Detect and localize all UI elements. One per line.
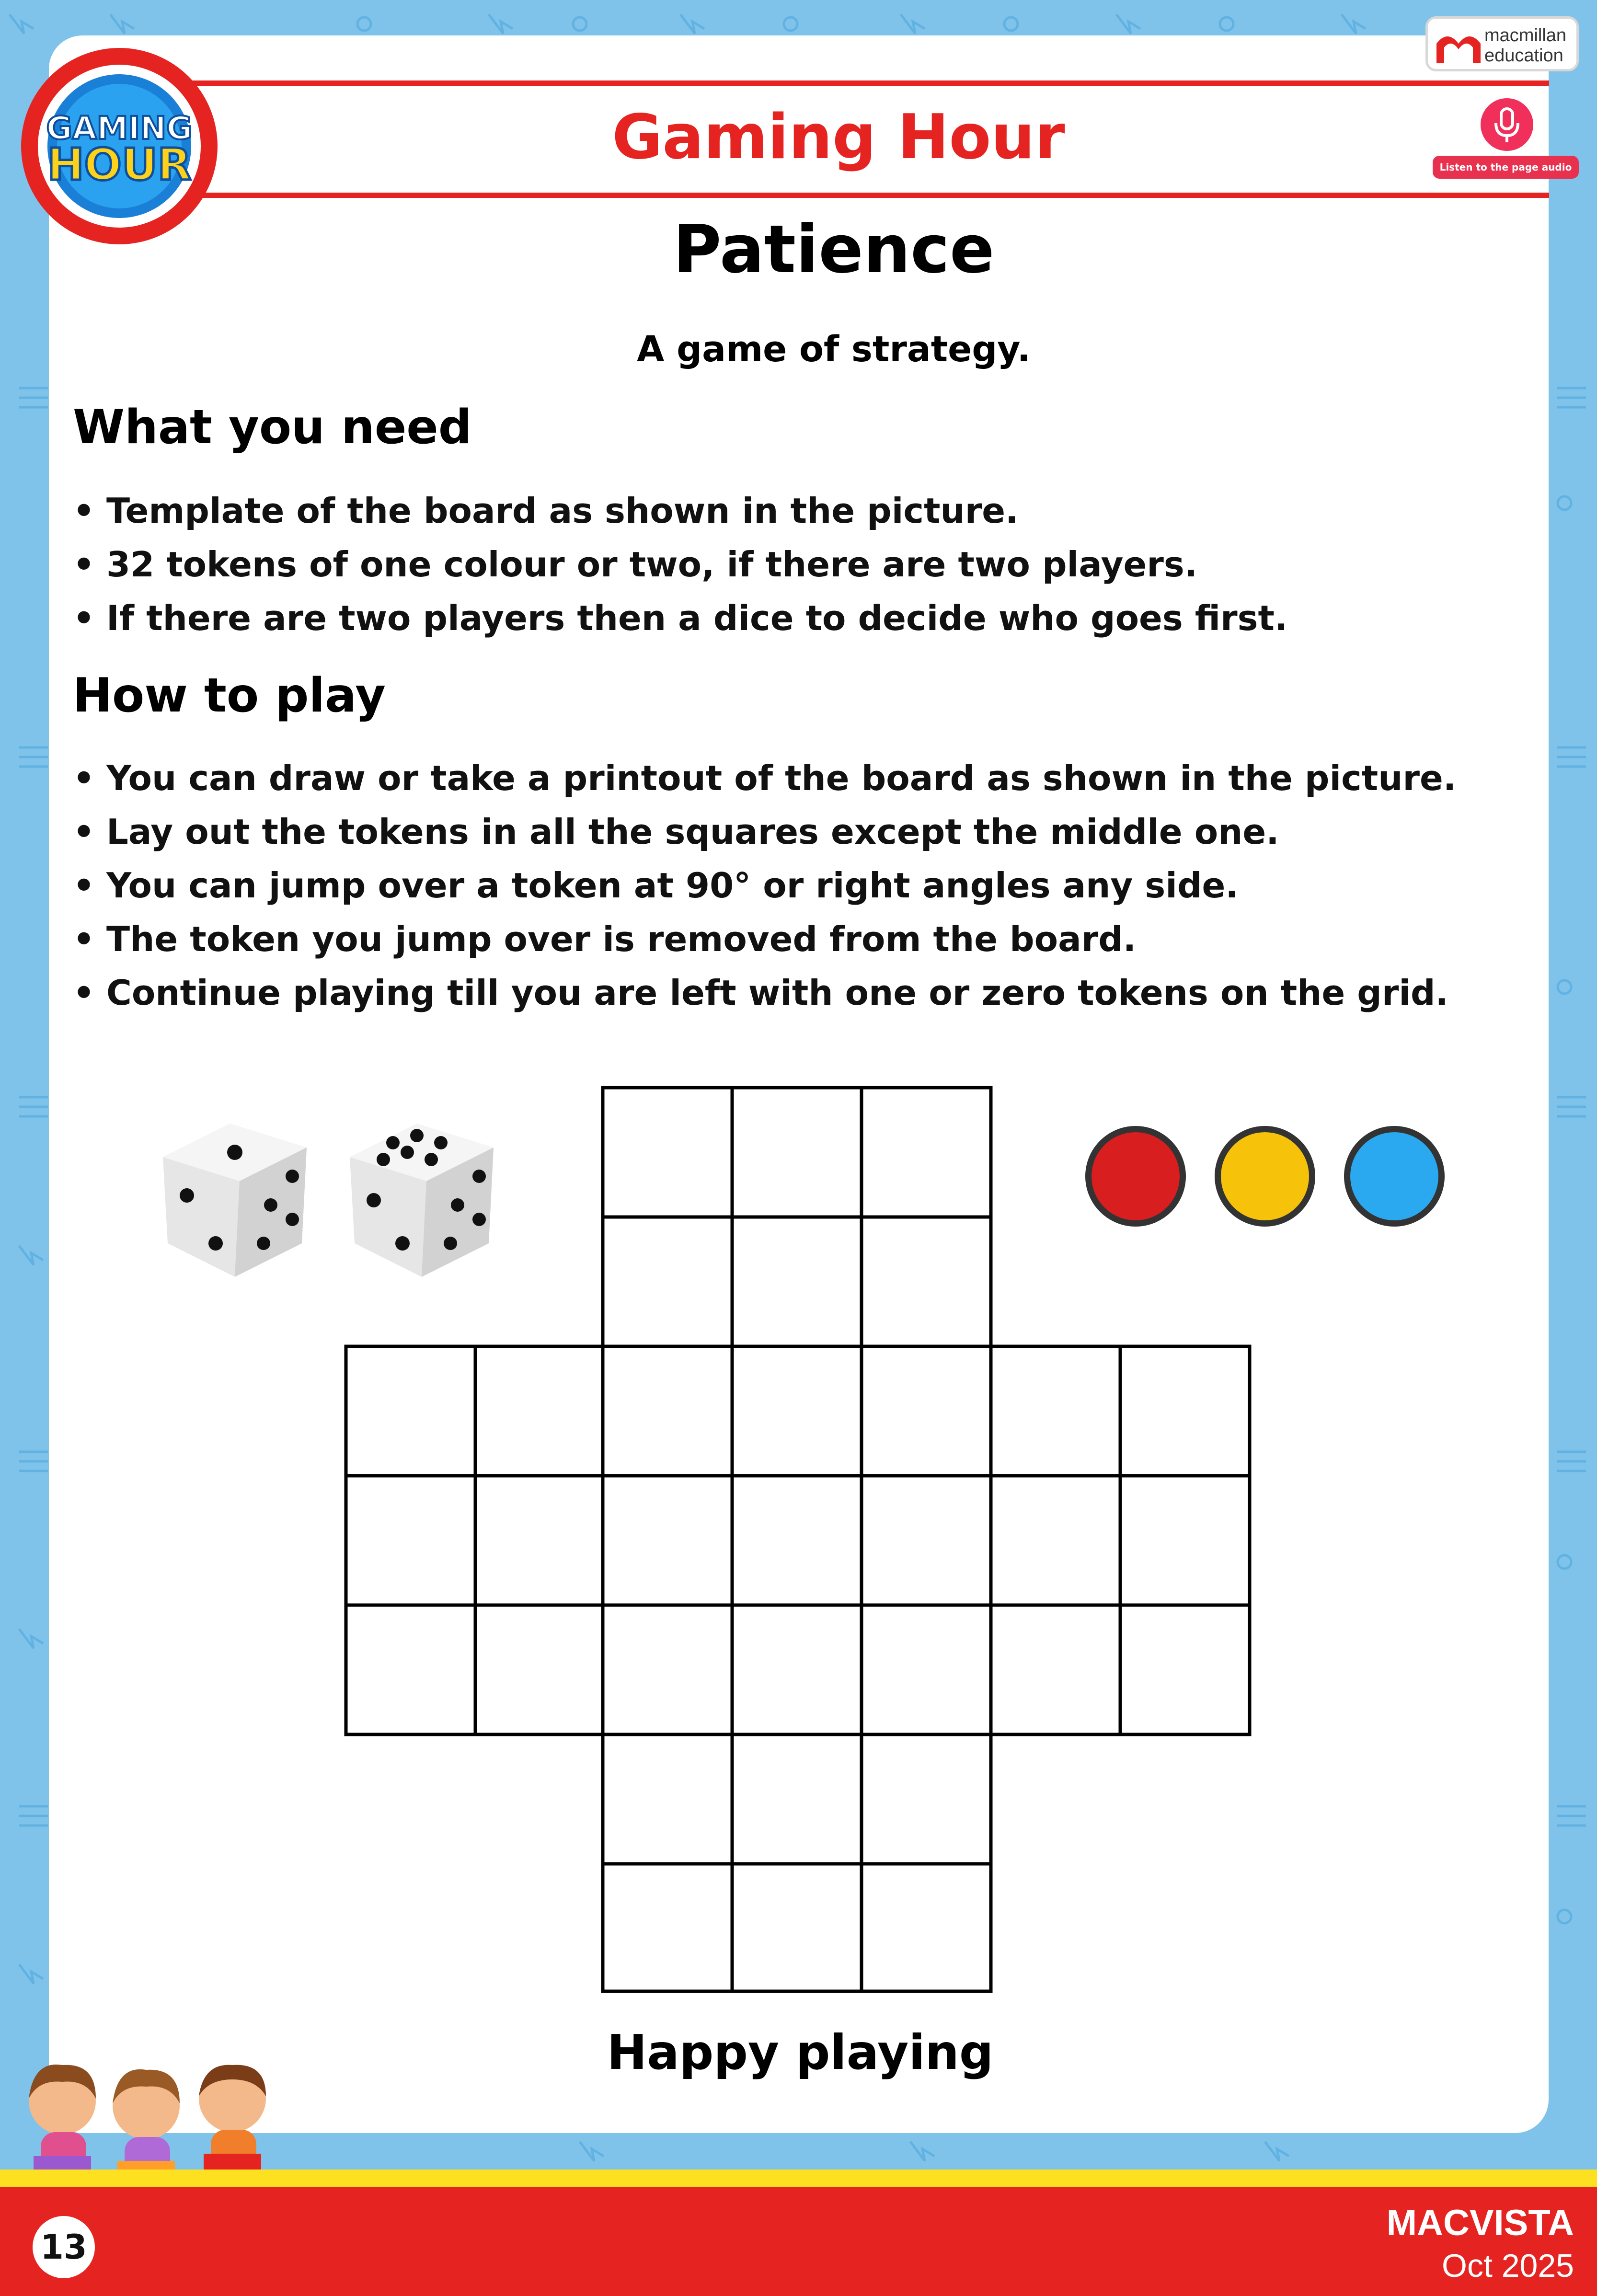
board-square (732, 1088, 862, 1217)
board-square (603, 1864, 732, 1991)
board-square (732, 1734, 862, 1864)
microphone-icon (1481, 98, 1533, 151)
board-square (603, 1088, 732, 1217)
list-item: • If there are two players then a dice to decide who goes first. (73, 598, 1288, 638)
board-square (475, 1605, 605, 1734)
patience-board (344, 1085, 1252, 1994)
list-item: • You can jump over a token at 90° or right angles any side. (73, 865, 1239, 906)
macmillan-mark-icon (1436, 29, 1481, 63)
magazine-issue: Oct 2025 (1442, 2248, 1574, 2284)
board-square (1120, 1346, 1250, 1476)
header-rule-bottom (152, 193, 1549, 198)
board-square (862, 1476, 991, 1605)
board-square (732, 1864, 862, 1991)
header-rule-top (152, 80, 1549, 86)
publisher-line-2: education (1484, 46, 1563, 66)
board-square (862, 1217, 991, 1346)
board-square (732, 1346, 862, 1476)
board-square (603, 1346, 732, 1476)
board-square (346, 1476, 475, 1605)
board-square (732, 1217, 862, 1346)
board-square (732, 1605, 862, 1734)
board-square (991, 1346, 1120, 1476)
what-you-need-heading: What you need (73, 400, 472, 455)
list-item: • Template of the board as shown in the picture. (73, 491, 1019, 531)
board-square (862, 1864, 991, 1991)
header-title: Gaming Hour (612, 102, 1065, 173)
board-square (603, 1734, 732, 1864)
badge-line-hour: HOUR (47, 139, 192, 190)
list-item: • You can draw or take a printout of the board as shown in the picture. (73, 758, 1457, 798)
blue-token-icon (1344, 1126, 1445, 1227)
board-square (346, 1346, 475, 1476)
closing-text: Happy playing (607, 2024, 994, 2080)
board-square (603, 1217, 732, 1346)
list-item: • Lay out the tokens in all the squares except the middle one. (73, 812, 1279, 852)
how-to-play-heading: How to play (73, 668, 386, 723)
board-square (862, 1734, 991, 1864)
board-square (1120, 1605, 1250, 1734)
board-square-center (732, 1476, 862, 1605)
audio-label: Listen to the page audio (1433, 156, 1579, 179)
list-item: • Continue playing till you are left with one or zero tokens on the grid. (73, 973, 1448, 1013)
kid-girl-1-icon (29, 2065, 96, 2185)
board-square (862, 1088, 991, 1217)
publisher-line-1: macmillan (1484, 25, 1567, 46)
board-square (603, 1605, 732, 1734)
magazine-name: MACVISTA (1386, 2203, 1574, 2243)
board-square (346, 1605, 475, 1734)
list-item: • The token you jump over is removed from the board. (73, 919, 1137, 959)
listen-audio-button[interactable] (1433, 98, 1584, 180)
board-square (862, 1605, 991, 1734)
board-square (991, 1605, 1120, 1734)
board-square (862, 1346, 991, 1476)
page-number: 13 (33, 2216, 95, 2278)
footer-bar (0, 2187, 1597, 2296)
need-list (73, 484, 1539, 645)
board-square (991, 1476, 1120, 1605)
list-item: • 32 tokens of one colour or two, if there are two players. (73, 544, 1198, 585)
article-subtitle: A game of strategy. (637, 329, 1031, 370)
board-square (1120, 1476, 1250, 1605)
mic-circle (1481, 98, 1533, 151)
board-square (603, 1476, 732, 1605)
board-square (475, 1476, 605, 1605)
board-square (475, 1346, 605, 1476)
die-three-icon (163, 1124, 307, 1277)
footer-yellow-strip (0, 2170, 1597, 2187)
publisher-logo[interactable] (1425, 16, 1579, 71)
publisher-name (1484, 25, 1578, 66)
badge-line-gaming: GAMING (46, 110, 193, 147)
gaming-hour-logo (16, 43, 222, 249)
article-title: Patience (673, 211, 995, 288)
play-list (73, 751, 1539, 1020)
